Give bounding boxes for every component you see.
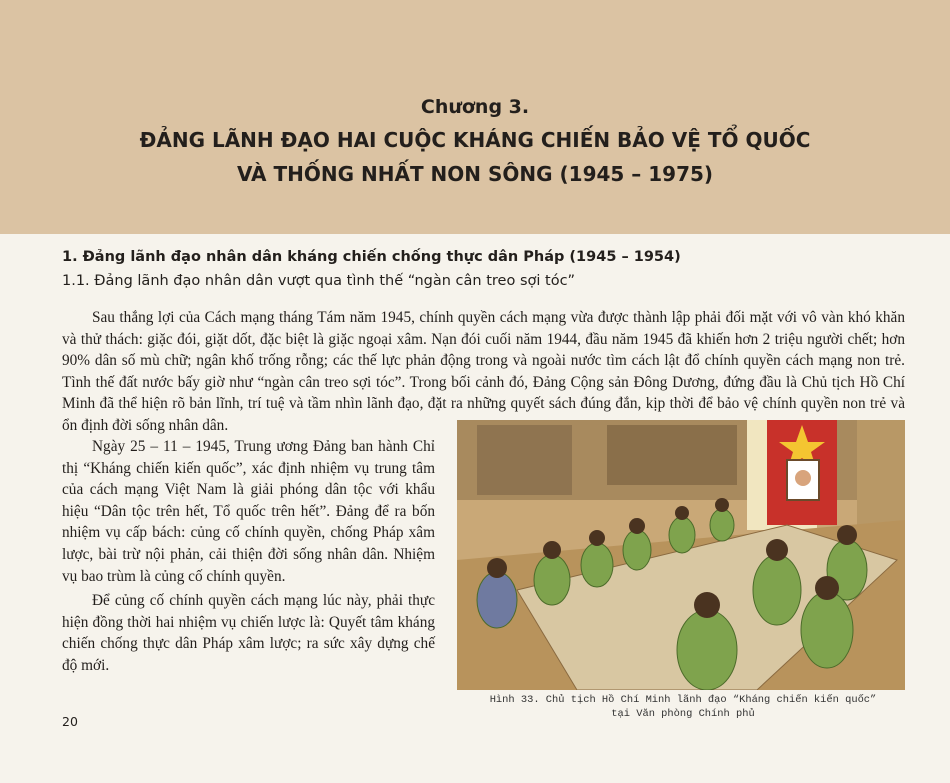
caption-line1: Hình 33. Chủ tịch Hồ Chí Minh lãnh đạo “Kháng chiến kiến quốc” bbox=[489, 694, 877, 706]
caption-line2: tại Văn phòng Chính phủ bbox=[611, 707, 755, 720]
paragraph-intro: Sau thắng lợi của Cách mạng tháng Tám năm 1945, chính quyền cách mạng vừa được thành lập phải đối mặt với vô vàn khó khăn và thử thách: giặc đói, giặt dốt, đặc biệt là giặc ngoại xâm. Nạn đói cuối năm 1944, đầu năm 1945 đã khiến hơn 2 triệu người chết; hơn 90% dân số mù chữ; ngân khố trống rỗng; các thế lực phản động trong và ngoài nước tìm cách lật đổ chính quyền cách mạng non trẻ. Tình thế đất nước bấy giờ như “ngàn cân treo sợi tóc”. Trong bối cảnh đó, Đảng Cộng sản Đông Dương, đứng đầu là Chủ tịch Hồ Chí Minh đã thể hiện rõ bản lĩnh, trí tuệ và tầm nhìn lãnh đạo, đặt ra những quyết sách đúng đắn, kịp thời để bảo vệ chính quyền non trẻ và ổn định đời sống nhân dân. bbox=[62, 309, 905, 434]
paragraph-directive: Ngày 25 – 11 – 1945, Trung ương Đảng ban hành Chỉ thị “Kháng chiến kiến quốc”, xác định nhiệm vụ trung tâm của cách mạng Việt Nam là giải phóng dân tộc với khẩu hiệu “Dân tộc trên hết, Tổ quốc trên hết”. Đảng để ra bốn nhiệm vụ cấp bách: củng cố chính quyền, chống Pháp xâm lược, bài trừ nội phản, cải thiện đời sống nhân dân. Nhiệm vụ bao trùm là củng cố chính quyền. bbox=[62, 438, 435, 585]
chapter-number: Chương 3. bbox=[420, 96, 530, 118]
page-number: 20 bbox=[62, 714, 78, 729]
meeting-illustration bbox=[457, 420, 905, 690]
chapter-title-line2: VÀ THỐNG NHẤT NON SÔNG (1945 – 1975) bbox=[236, 162, 714, 186]
section-heading: 1. Đảng lãnh đạo nhân dân kháng chiến chống thực dân Pháp (1945 – 1954) bbox=[62, 249, 681, 265]
paragraph-strategy: Để củng cố chính quyền cách mạng lúc này, phải thực hiện đồng thời hai nhiệm vụ chiến lược là: Quyết tâm kháng chiến chống thực dân Pháp xâm lược; ra sức xây dựng chế độ mới. bbox=[62, 592, 435, 674]
chapter-title-line1: ĐẢNG LÃNH ĐẠO HAI CUỘC KHÁNG CHIẾN BẢO VỆ TỔ QUỐC bbox=[139, 128, 811, 152]
subsection-heading: 1.1. Đảng lãnh đạo nhân dân vượt qua tình thế “ngàn cân treo sợi tóc” bbox=[62, 273, 576, 289]
figure-caption bbox=[457, 694, 909, 721]
